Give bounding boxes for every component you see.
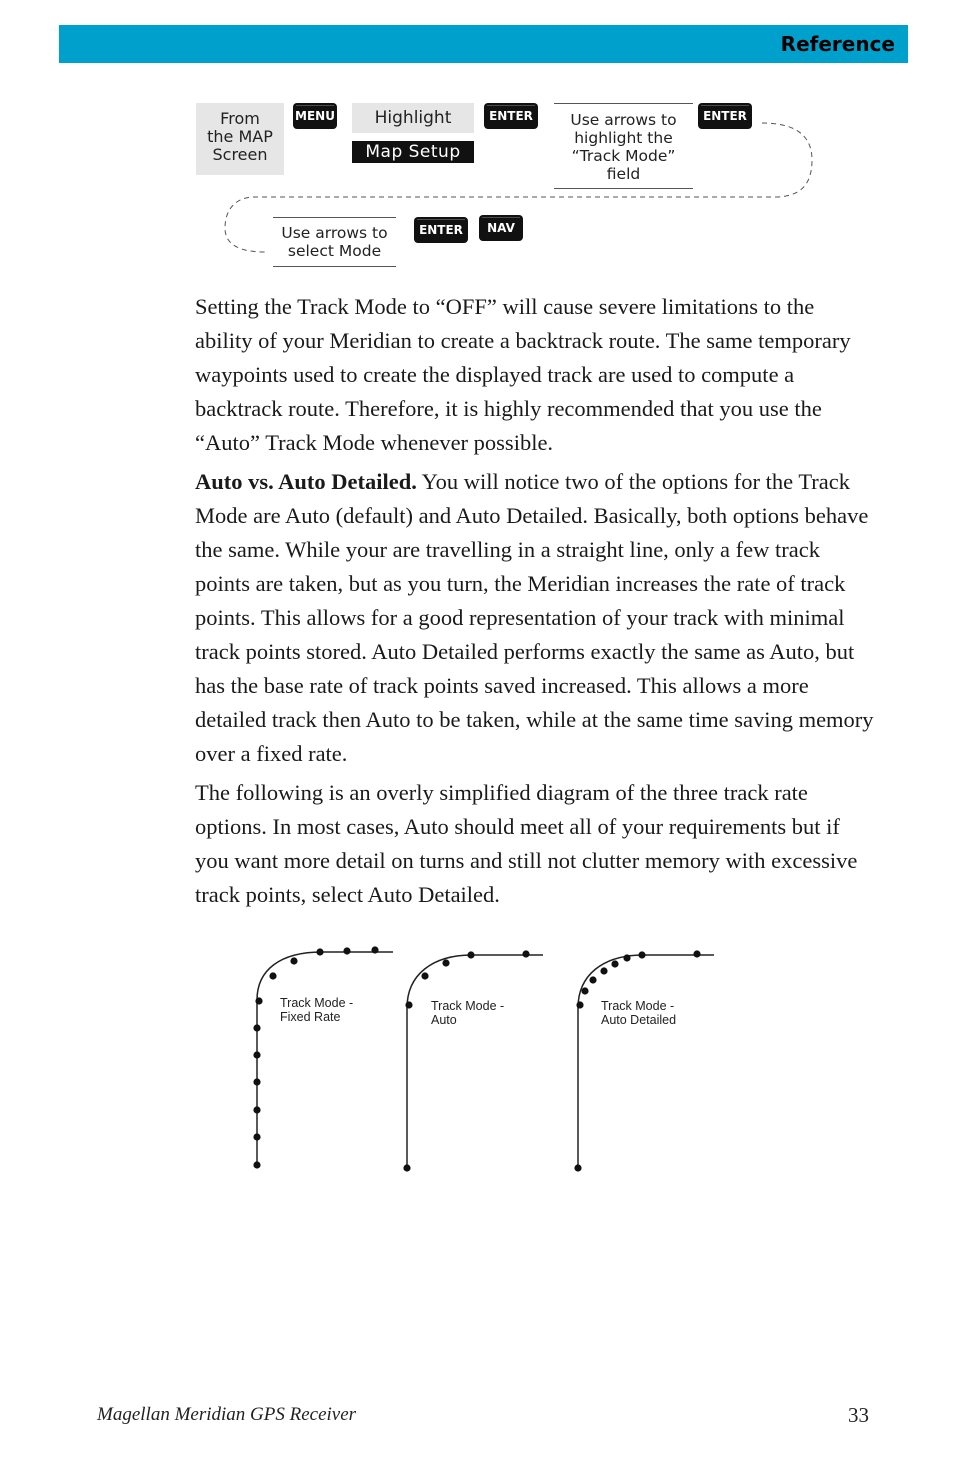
- track-point: [253, 1078, 260, 1085]
- diagram-label: Track Mode -: [601, 999, 675, 1013]
- start-box: [196, 103, 284, 175]
- track-point: [253, 1051, 260, 1058]
- track-point: [574, 1164, 581, 1171]
- track-point: [611, 960, 618, 967]
- track-line: [578, 955, 714, 1170]
- track-point: [403, 1164, 410, 1171]
- track-point: [269, 972, 276, 979]
- paragraph-heading: Auto vs. Auto Detailed.: [195, 469, 417, 494]
- instruction-flow: [0, 0, 954, 290]
- diagram-label: Fixed Rate: [280, 1010, 341, 1024]
- track-point: [253, 1024, 260, 1031]
- step-box-line: select Mode: [287, 242, 382, 260]
- step-box-line: highlight the: [574, 129, 673, 147]
- enter-key: ENTER: [698, 103, 752, 129]
- track-line: [257, 952, 393, 1167]
- track-point: [316, 948, 323, 955]
- diagram-label: Track Mode -: [431, 999, 505, 1013]
- highlight-label: Highlight: [352, 103, 474, 133]
- footer-title: Magellan Meridian GPS Receiver: [97, 1404, 357, 1425]
- diagram-fixed-rate: [253, 946, 393, 1168]
- track-point: [290, 957, 297, 964]
- diagram-label: Track Mode -: [280, 996, 354, 1010]
- flow-connector: [0, 0, 954, 290]
- track-points: [253, 946, 378, 1168]
- enter-key: ENTER: [484, 103, 538, 129]
- enter-key: ENTER: [414, 217, 468, 243]
- start-box-line: From: [220, 109, 260, 128]
- diagram-label: Auto Detailed: [601, 1013, 677, 1027]
- track-line: [407, 955, 543, 1170]
- track-points: [574, 950, 700, 1171]
- track-point: [255, 997, 262, 1004]
- start-box-line: Screen: [212, 145, 268, 164]
- track-point: [371, 946, 378, 953]
- track-point: [253, 1106, 260, 1113]
- diagram-label: Auto: [431, 1013, 457, 1027]
- step-box-line: “Track Mode” field: [571, 147, 676, 183]
- page-number: 33: [848, 1403, 869, 1427]
- track-point: [638, 951, 645, 958]
- track-point: [576, 1001, 583, 1008]
- track-point: [623, 954, 630, 961]
- track-point: [442, 959, 449, 966]
- track-point: [467, 951, 474, 958]
- paragraph: The following is an overly simplified diagram of the three track rate options. In most cases, Auto should meet all of your requirements but if you want more detail on turns and still not clutter memory with excessive track points, select Auto Detailed.: [195, 780, 858, 907]
- diagram-auto: [403, 950, 543, 1171]
- track-point: [600, 967, 607, 974]
- section-title: Reference: [780, 32, 895, 56]
- track-point: [581, 987, 588, 994]
- track-point: [522, 950, 529, 957]
- paragraph-text: You will notice two of the options for the Track Mode are Auto (default) and Auto Detailed. Basically, both options behave the same. While your are travelling in a straight line, only a few track points are taken, but as you turn, the Meridian increases the rate of track points. This allows for a good representation of your track with minimal track points stored. Auto Detailed performs exactly the same as Auto, but has the base rate of track points saved increased. This allows a more detailed track then Auto to be taken, while at the same time saving memory over a fixed rate.: [195, 469, 874, 766]
- track-point: [693, 950, 700, 957]
- body-text: [195, 290, 875, 917]
- paragraph: Setting the Track Mode to “OFF” will cause severe limitations to the ability of your Meridian to create a backtrack route. The same temporary waypoints used to create the displayed track are used to compute a backtrack route. Therefore, it is highly recommended that you use the “Auto” Track Mode whenever possible.: [195, 294, 851, 455]
- nav-key: NAV: [479, 215, 523, 241]
- menu-key: MENU: [293, 103, 337, 129]
- track-point: [589, 976, 596, 983]
- step-box-line: Use arrows to: [281, 224, 388, 242]
- paragraph: [195, 465, 875, 771]
- diagram-auto-detailed: [574, 950, 714, 1171]
- map-setup-menu-item: Map Setup: [352, 141, 474, 163]
- track-point: [253, 1161, 260, 1168]
- track-point: [343, 947, 350, 954]
- track-point: [421, 972, 428, 979]
- track-points: [403, 950, 529, 1171]
- start-box-line: the MAP: [207, 127, 273, 146]
- step-box-track-mode: [554, 103, 693, 189]
- track-point: [253, 1133, 260, 1140]
- step-box-line: Use arrows to: [570, 111, 677, 129]
- track-mode-diagrams: [0, 930, 954, 1190]
- step-box-select-mode: [273, 217, 396, 267]
- track-point: [405, 1001, 412, 1008]
